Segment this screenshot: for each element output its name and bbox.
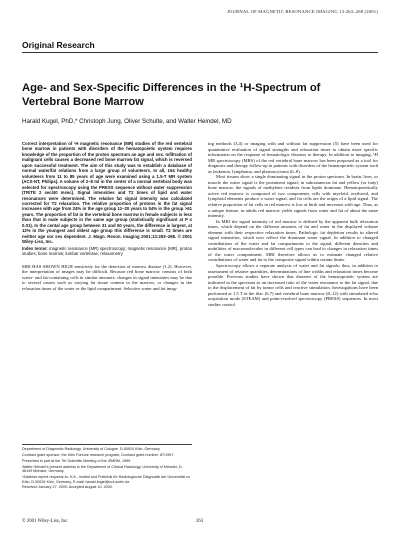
section-label: Original Research	[22, 40, 95, 50]
page-number: 263	[196, 519, 204, 524]
body-paragraph: Most tissues show a single dominating signal in the proton spectrum. In brain, liver, or muscle the water signal is the prominent signal; in subcutaneous fat and yellow (or fatty) bone marrow, the signals of methylene residues from lipids dominate. Hematopoietically active red marrow is composed of two components cells with myeloid, erythroid, and lymphoid elements produce a water signal, and fat cells are the origin of a lipid signal. The relative proportion of fat cells in red marrow is low at birth and increases with age. Thus, as a unique feature, in adults red marrow yields signals from water and fat of about the same intensity.	[208, 174, 378, 219]
footnote-grant: Contract grant sponsor: the Köln Fortune research program; Contract grant number: 87/1997.	[22, 452, 175, 457]
footnotes	[22, 444, 192, 491]
header-rule	[22, 52, 378, 53]
journal-header: JOURNAL OF MAGNETIC RESONANCE IMAGING 13:263–268 (2001)	[227, 9, 378, 14]
copyright: © 2001 Wiley-Liss, Inc.	[22, 519, 69, 524]
footnote-presented: Presented in part at the 7th Scientific Meeting of the ISMRM, 1999.	[22, 458, 132, 463]
right-column	[208, 141, 378, 307]
footnote-reprint: *Address reprint requests to: H.K., Institut und Poliklinik für Radiologische Diagnostik der Universität zu Köln, D-50924 Köln, Germany. E-mail: harald.kugel@uni-koeln.de	[22, 475, 190, 484]
body-paragraph: In MRI the signal intensity of red marrow is defined by the apparent bulk relaxation times, which depend on the different amounts of fat and water in the displayed volume element with their respective relaxation times. Pathologic fat depletion results in altered signal intensities, which now reflect the dominant water signal. In addition to changed contributions of the water and fat compartments to the signal, different densities and mobilities of macromolecules in different cell types can lead to changes in relaxation times of the water compartment. MRI therefore allows us to estimate changed relative contributions of water and fat to the composite signal within certain limits.	[208, 218, 378, 263]
body-paragraph: Spectroscopy allows a separate analysis of water and fat signals; thus, in addition to assessment of relative quantities, determinations of line widths and relaxation times become possible. Previous studies have shown that diseases of the hematopoietic system are indicated in the spectrum as an increased ratio of the water resonance to the fat signal, due to the displacement of fat by tumor cells and reactive stimulation. Investigations have been performed at 1.5 T in the iliac (6,7) and vertebral bone marrow (8–12) with stimulated echo acquisition mode (STEAM) and point-resolved spectroscopy (PRESS) sequences. In most studies control	[208, 263, 378, 307]
footnote-affiliation: Department of Diagnostic Radiology, University of Cologne, D-50924 Köln, Germany.	[22, 447, 161, 451]
index-terms-text: magnetic resonance (MR) spectroscopy; magnetic resonance (MR), proton studies; bone marrow; lumbar vertebrae; relaxometry	[22, 245, 192, 257]
article-title: Age- and Sex-Specific Differences in the ¹H-Spectrum of Vertebral Bone Marrow	[22, 82, 321, 108]
footnote-address: Walter Heindel's present address is the Department of Clinical Radiology, University of Münster, D-48149 Münster, Germany.	[22, 464, 183, 474]
author-list: Harald Kugel, PhD,* Christoph Jung, Oliver Schulte, and Walter Heindel, MD	[22, 118, 232, 125]
body-paragraph: MRI HAS SHOWN HIGH sensitivity for the detection of marrow disease (1,2). However, the interpretation of images may be difficult. Because red bone marrow consists of both water- and fat-containing cells in similar amounts, changes in signal intensities may be due to several causes such as varying fat tissue content in the marrow, or changes in the relaxation times of the water or the lipid compartment. Selective water and fat imag-	[22, 263, 192, 291]
index-terms-label: Index terms:	[22, 245, 48, 251]
body-paragraph: ing methods (3,4) or imaging with and without fat suppression (5) have been used for quantitative evaluation of signal strengths and relaxation times to obtain more specific information on the response of hematologic diseases to therapy. In addition to imaging, ¹H MR spectroscopy (MRS) of the red vertebral bone marrow has been proposed as a tool for diagnosis and therapy follow-up in patients with disorders of the hematopoietic system such as leukemia, lymphoma, and plasmocytoma (6–8).	[208, 141, 378, 174]
index-terms	[22, 246, 192, 257]
footnote-received: Received January 27, 2000; Accepted August 10, 2000.	[22, 485, 113, 490]
abstract: Correct interpretation of ¹H magnetic resonance (MR) studies of the red vertebral bone marrow in patients with disorders of the hematopoietic system requires knowledge of the proportion of the proton spectrum an age and sex. Infiltration of malignant cells causes a decreased red bone marrow fat signal, which is reversed upon successful treatment. The aim of this study was to establish a database of normal water/fat relations from a large group of volunteers. In all, 154 healthy volunteers from 11 to 85 years of age were examined using a 1.5-T MR system (ACS-NT, Philips). A volume of 2–8 ml in the center of a normal vertebral body was selected for spectroscopy using the PRESS sequence without water suppression (TR/TE 2 sec/40 msec). Signal intensities and T2 times of lipid and water resonances were determined. The relative fat signal intensity was calculated corrected for T2 relaxation. The relative proportion of protons in the fat signal increases with age from 24% in the age group 11–20 years to 54% in the group >61 years. The proportion of fat in the vertebral bone marrow in female subjects is less than that in male subjects in the same age group (statistically significant at P ≤ 0.01). In the cental age group between 31 and 50 years, the difference is largest, at 12% in the youngest and oldest age group this difference is small. T2 times are neither age nor sex dependent. J. Magn. Reson. Imaging 2001;13:263–268. © 2001 Wiley-Liss, Inc.	[22, 141, 192, 245]
left-column	[22, 141, 192, 291]
